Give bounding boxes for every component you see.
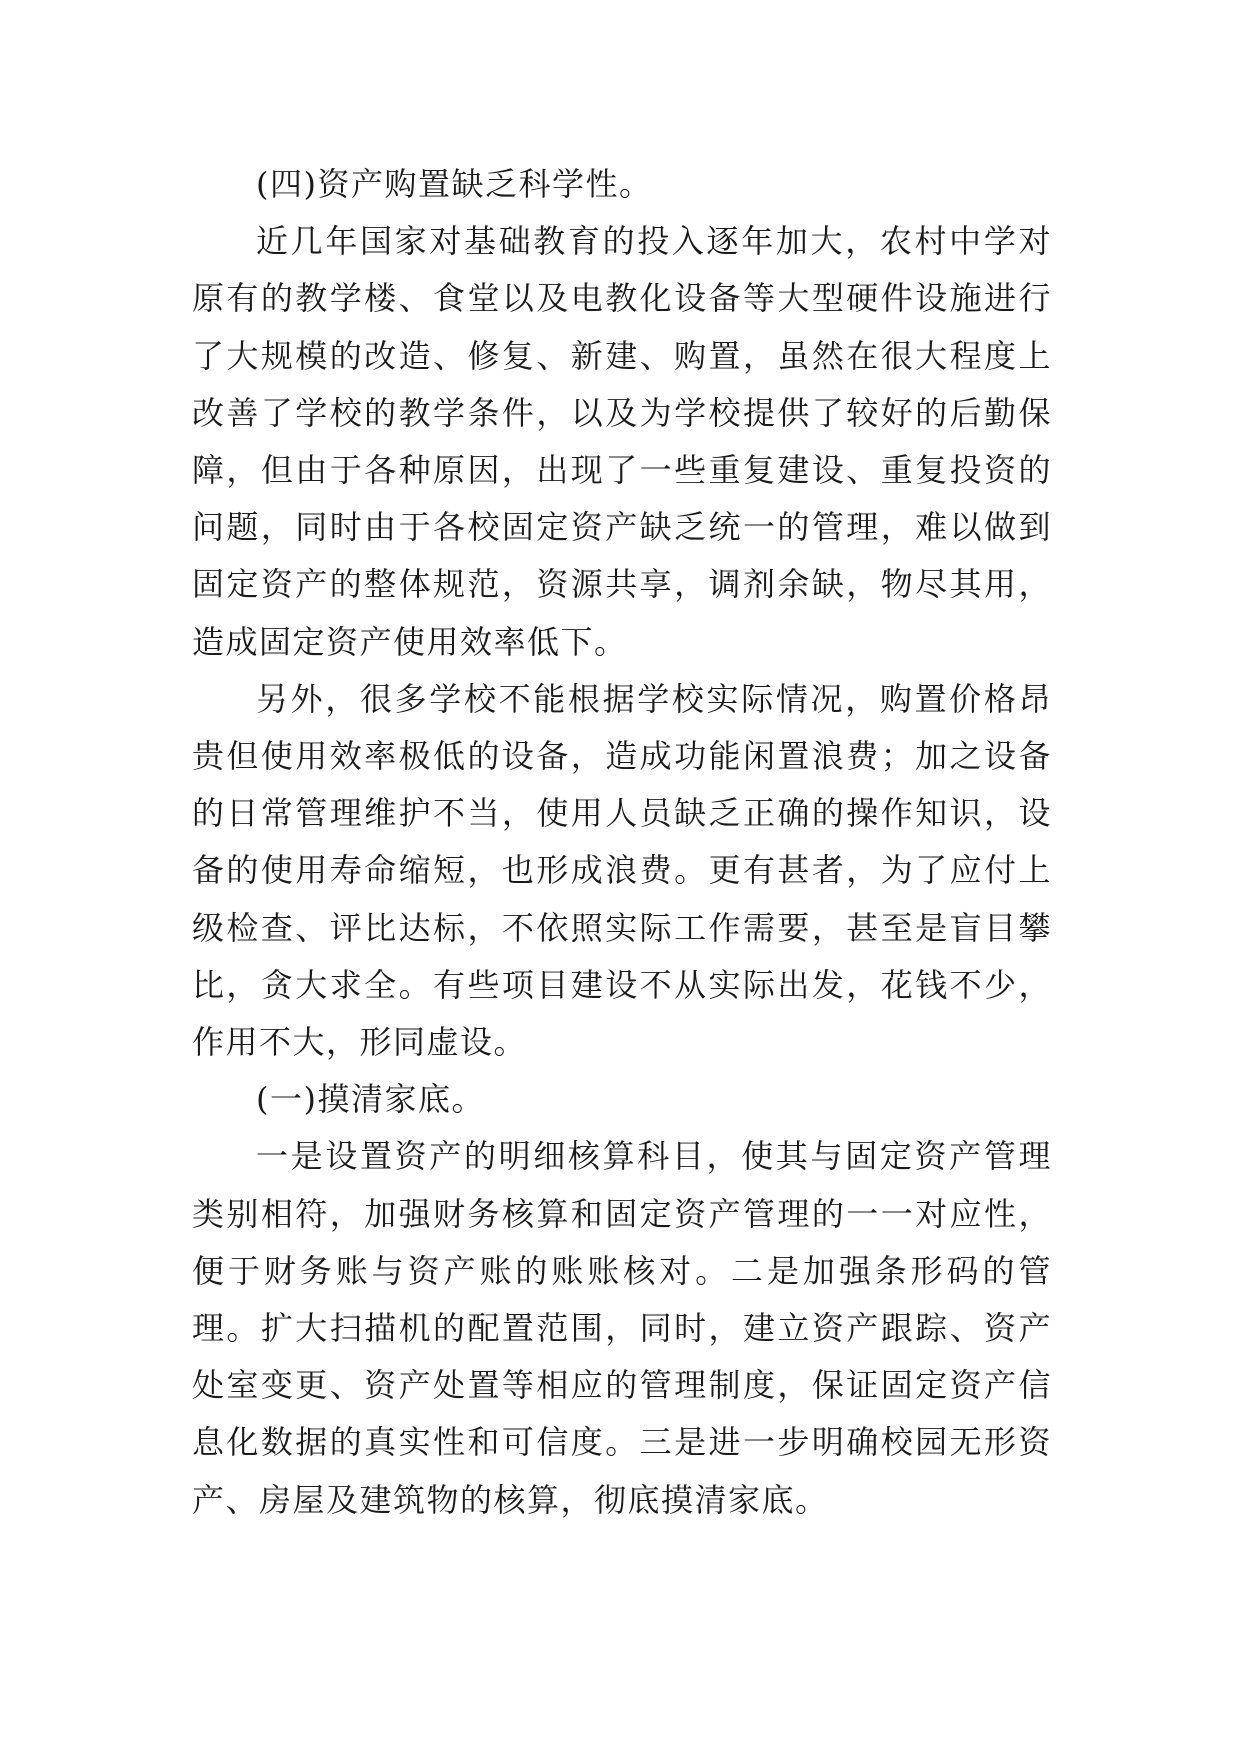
section-heading-1: (一)摸清家底。 [256,1080,485,1119]
paragraph-investment: 近几年国家对基础教育的投入逐年加大，农村中学对原有的教学楼、食堂以及电教化设备等大型硬件设施进行了大规模的改造、修复、新建、购置，虽然在很大程度上改善了学校的教学条件，以及为学校提供了较好的后勤保障，但由于各种原因，出现了一些重复建设、重复投资的问题，同时由于各校固定资产缺乏统一的管理，难以做到固定资产的整体规范，资源共享，调剂余缺，物尽其用，造成固定资产使用效率低下。 [192,222,1052,661]
document-body [192,156,1052,1529]
section-heading-4: (四)资产购置缺乏科学性。 [256,165,653,203]
paragraph-measures: 一是设置资产的明细核算科目，使其与固定资产管理类别相符，加强财务核算和固定资产管理的一一对应性，便于财务账与资产账的账账核对。二是加强条形码的管理。扩大扫描机的配置范围，同时，建立资产跟踪、资产处室变更、资产处置等相应的管理制度，保证固定资产信息化数据的真实性和可信度。三是进一步明确校园无形资产、房屋及建筑物的核算，彻底摸清家底。 [192,1137,1052,1519]
paragraph-waste: 另外，很多学校不能根据学校实际情况，购置价格昂贵但使用效率极低的设备，造成功能闲置浪费；加之设备的日常管理维护不当，使用人员缺乏正确的操作知识，设备的使用寿命缩短，也形成浪费。更有甚者，为了应付上级检查、评比达标，不依照实际工作需要，甚至是盲目攀比，贪大求全。有些项目建设不从实际出发，花钱不少，作用不大，形同虚设。 [192,679,1052,1062]
